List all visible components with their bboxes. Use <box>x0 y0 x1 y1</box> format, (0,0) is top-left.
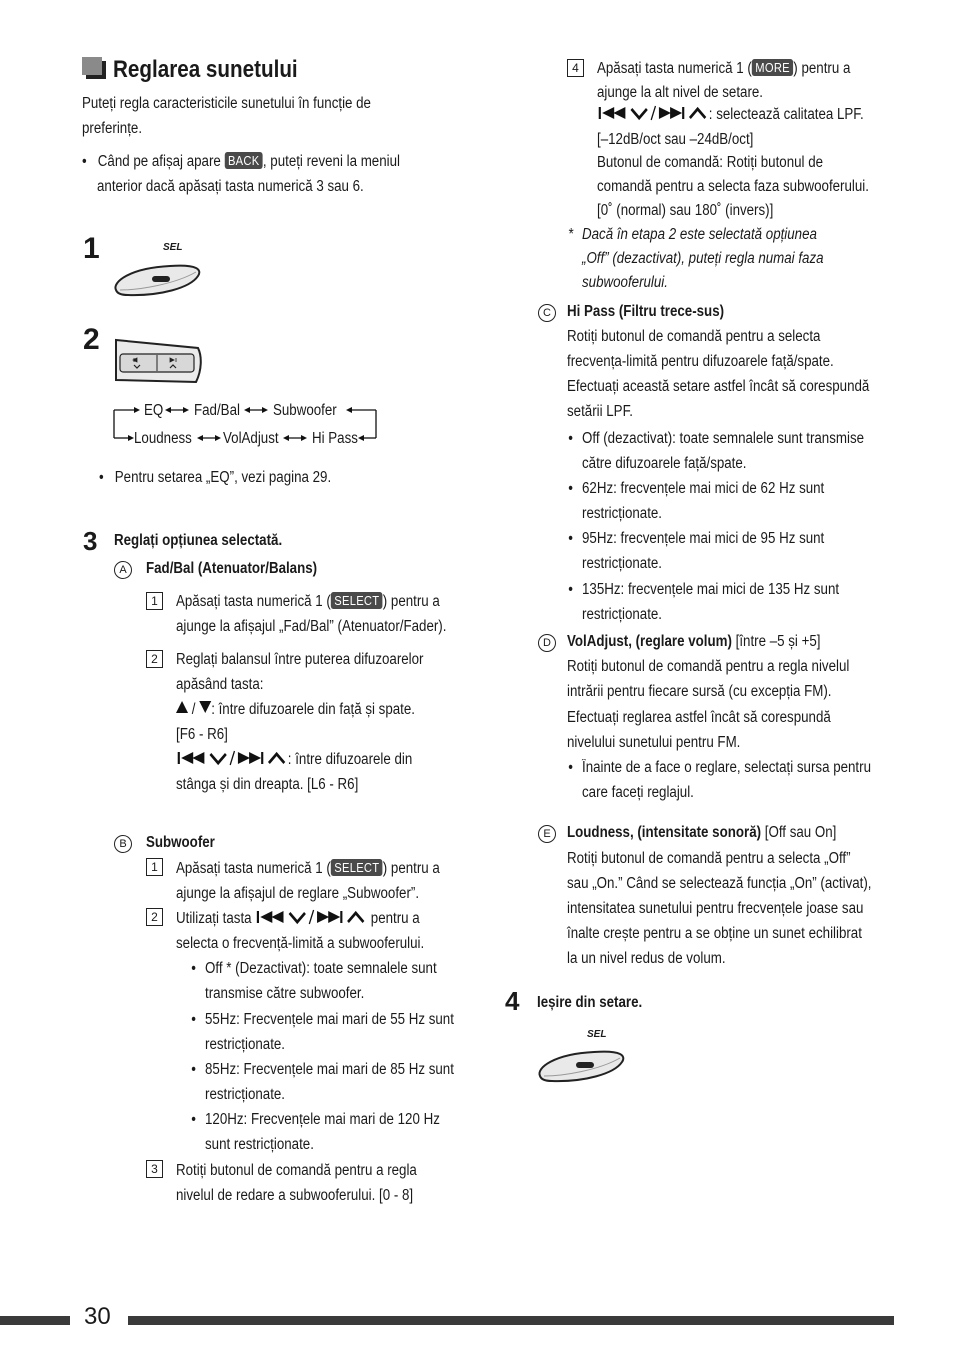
b-bullet-2: • 55Hz: Frecvențele mai mari de 55 Hz sunt <box>205 1007 454 1032</box>
intro-line-1: Puteți regla caracteristicile sunetului în funcție de <box>82 95 371 112</box>
d-range: [între –5 și +5] <box>731 633 821 650</box>
a-item-2-line-4: [F6 - R6] <box>176 726 228 743</box>
sel-button-icon[interactable] <box>110 260 205 300</box>
b-item-4-line-7: [0˚ (normal) sau 180˚ (invers)] <box>597 202 774 219</box>
cycle-eq: EQ <box>144 402 164 419</box>
e-title: Loudness, (intensitate sonoră) <box>567 824 762 841</box>
b-item-2-number: 2 <box>146 908 163 926</box>
a-item-1-pre: Apăsați tasta numerică 1 ( <box>176 593 331 610</box>
sel-button-icon[interactable] <box>534 1046 629 1086</box>
b-item-4 <box>597 56 850 81</box>
marker-c: C <box>538 304 556 322</box>
cycle-subwoofer: Subwoofer <box>273 402 337 419</box>
section-square-icon <box>82 57 106 79</box>
d-line-2: intrării pentru fiecare sursă (cu excepția FM). <box>567 683 832 700</box>
a-item-2-l5-text: : între difuzoarele din <box>287 751 413 768</box>
back-note-pre: Când pe afișaj apare <box>97 153 221 170</box>
note-line-3: subwooferului. <box>582 274 668 291</box>
e-line-3: intensitatea sunetului pentru frecvențele joase sau <box>567 900 864 917</box>
d-title: VolAdjust, (reglare volum) <box>567 633 732 650</box>
b-item-1-post: ) pentru a <box>382 860 440 877</box>
skip-keys-icon <box>176 750 288 766</box>
b-item-2 <box>176 906 420 931</box>
a-item-1-line-2: ajunge la afișajul „Fad/Bal” (Atenuator/Fader). <box>176 618 447 635</box>
note-star: * <box>568 226 574 243</box>
a-item-2-l3-text: : între difuzoarele din față și spate. <box>211 701 415 718</box>
b-item-4-pre: Apăsați tasta numerică 1 ( <box>597 60 752 77</box>
b-item-1 <box>176 856 440 881</box>
c-bullet-3: • 95Hz: frecvențele mai mici de 95 Hz sunt <box>582 526 824 551</box>
a-item-1-post: ) pentru a <box>382 593 440 610</box>
step-1-number: 1 <box>83 232 100 265</box>
b-title: Subwoofer <box>146 834 215 851</box>
marker-b: B <box>114 835 132 853</box>
up-triangle-icon <box>176 701 188 713</box>
c-line-3: Efectuați această setare astfel încât să corespundă <box>567 378 870 395</box>
back-note-post: , puteți reveni la meniul <box>262 153 400 170</box>
skip-keys-icon <box>597 105 709 121</box>
a-item-2-line-1: Reglați balansul între puterea difuzoarelor <box>176 651 424 668</box>
select-chip: SELECT <box>331 859 383 876</box>
c-bullet-3-line-2: restricționate. <box>582 555 663 572</box>
c-bullet-4: • 135Hz: frecvențele mai mici de 135 Hz sunt <box>582 577 839 602</box>
b-item-1-line-2: ajunge la afișajul de reglare „Subwoofer”. <box>176 885 420 902</box>
a-item-2-line-3: / : între difuzoarele din față și spate. <box>176 697 415 722</box>
eq-note-text: Pentru setarea „EQ”, vezi pagina 29. <box>114 469 332 486</box>
c-line-4: setării LPF. <box>567 403 633 420</box>
b-bullet-4: • 120Hz: Frecvențele mai mari de 120 Hz <box>205 1107 440 1132</box>
b-item-4-line-3 <box>597 102 864 127</box>
skip-buttons-icon[interactable] <box>110 336 205 386</box>
c-bullet-1: • Off (dezactivat): toate semnalele sunt transmise <box>582 426 864 451</box>
a-item-2-line-5 <box>176 747 412 772</box>
back-note-line-2: anterior dacă apăsați tasta numerică 3 sau 6. <box>97 178 364 195</box>
back-note: • Când pe afișaj apare BACK , puteți reveni la meniul <box>82 153 400 170</box>
c-bullet-4-line-2: restricționate. <box>582 606 663 623</box>
e-line-1: Rotiți butonul de comandă pentru a selecta „Off” <box>567 850 851 867</box>
b-bullet-3-line-2: restricționate. <box>205 1086 286 1103</box>
b-item-4-line-2: ajunge la alt nivel de setare. <box>597 84 764 101</box>
e-line-5: la un nivel redus de volum. <box>567 950 726 967</box>
step-3-title: Reglați opțiunea selectată. <box>114 532 283 549</box>
back-display-chip: BACK <box>225 152 263 169</box>
b-bullet-4-line-2: sunt restricționate. <box>205 1136 314 1153</box>
b-bullet-3: • 85Hz: Frecvențele mai mari de 85 Hz sunt <box>205 1057 454 1082</box>
footer-bar-left <box>0 1316 70 1325</box>
c-line-2: frecvența-limită pentru difuzoarele față/spate. <box>567 353 834 370</box>
cycle-voladjust: VolAdjust <box>223 430 279 447</box>
b-item-2-post: pentru a <box>370 910 420 927</box>
step-4-number: 4 <box>505 986 520 1016</box>
e-line-4: înalte crește pentru a se obține un sunet echilibrat <box>567 925 862 942</box>
sel-label: SEL <box>163 242 183 253</box>
footer-bar-right <box>128 1316 894 1325</box>
c-bullet-2: • 62Hz: frecvențele mai mici de 62 Hz sunt <box>582 476 824 501</box>
c-line-1: Rotiți butonul de comandă pentru a selecta <box>567 328 821 345</box>
note-line-1: Dacă în etapa 2 este selectată opțiunea <box>582 226 817 243</box>
eq-note: • Pentru setarea „EQ”, vezi pagina 29. <box>99 469 332 486</box>
b-item-2-pre: Utilizați tasta <box>176 910 252 927</box>
b-item-4-line-5: Butonul de comandă: Rotiți butonul de <box>597 154 824 171</box>
b-item-4-l3-text: : selectează calitatea LPF. <box>708 106 864 123</box>
b-item-1-number: 1 <box>146 858 163 876</box>
c-title: Hi Pass (Filtru trece-sus) <box>567 303 725 320</box>
b-item-2-line-2: selecta o frecvență-limită a subwooferului. <box>176 935 425 952</box>
a-item-1-number: 1 <box>146 592 163 610</box>
b-item-4-line-4: [–12dB/oct sau –24dB/oct] <box>597 131 754 148</box>
d-line-1: Rotiți butonul de comandă pentru a regla nivelul <box>567 658 850 675</box>
marker-a: A <box>114 561 132 579</box>
b-bullet-2-line-2: restricționate. <box>205 1036 286 1053</box>
b-item-3-line-1: Rotiți butonul de comandă pentru a regla <box>176 1162 417 1179</box>
d-bullet: • Înainte de a face o reglare, selectați sursa pentru <box>582 755 871 780</box>
sel-label: SEL <box>587 1029 607 1040</box>
cycle-fadbal: Fad/Bal <box>194 402 240 419</box>
e-title-line <box>567 820 836 845</box>
step-3-number: 3 <box>83 526 98 556</box>
a-item-2-line-2: apăsând tasta: <box>176 676 264 693</box>
d-title-line <box>567 629 820 654</box>
e-range: [Off sau On] <box>761 824 837 841</box>
b-item-1-pre: Apăsați tasta numerică 1 ( <box>176 860 331 877</box>
step-2-number: 2 <box>83 323 100 356</box>
down-triangle-icon <box>199 701 211 713</box>
section-title: Reglarea sunetului <box>113 56 298 83</box>
b-item-3-number: 3 <box>146 1160 163 1178</box>
d-line-4: nivelului sunetului pentru FM. <box>567 734 741 751</box>
marker-d: D <box>538 634 556 652</box>
e-line-2: sau „On.” Când se selectează funcția „On” (activat), <box>567 875 872 892</box>
a-item-1 <box>176 589 440 614</box>
step-4-title: Ieșire din setare. <box>537 994 643 1011</box>
a-item-2-number: 2 <box>146 650 163 668</box>
b-item-4-post: ) pentru a <box>793 60 851 77</box>
note-line-2: „Off” (dezactivat), puteți regla numai faza <box>582 250 824 267</box>
cycle-loudness: Loudness <box>134 430 192 447</box>
b-bullet-1: • Off * (Dezactivat): toate semnalele sunt <box>205 956 437 981</box>
d-line-3: Efectuați reglarea astfel încât să corespundă <box>567 709 831 726</box>
more-chip: MORE <box>752 59 793 76</box>
b-bullet-1-line-2: transmise către subwoofer. <box>205 985 365 1002</box>
c-bullet-1-line-2: către difuzoarele față/spate. <box>582 455 747 472</box>
c-bullet-2-line-2: restricționate. <box>582 505 663 522</box>
d-bullet-line-2: care faceți reglajul. <box>582 784 694 801</box>
marker-e: E <box>538 825 556 843</box>
skip-keys-icon <box>255 909 367 925</box>
select-chip: SELECT <box>331 592 383 609</box>
page-number: 30 <box>84 1303 111 1330</box>
intro-line-2: preferințe. <box>82 120 143 137</box>
cycle-hipass: Hi Pass <box>312 430 358 447</box>
b-item-4-number: 4 <box>567 59 584 77</box>
b-item-3-line-2: nivelul de redare a subwooferului. [0 - 8] <box>176 1187 414 1204</box>
a-title: Fad/Bal (Atenuator/Balans) <box>146 560 318 577</box>
b-item-4-line-6: comandă pentru a selecta faza subwooferului. <box>597 178 869 195</box>
a-item-2-line-6: stânga și din dreapta. [L6 - R6] <box>176 776 359 793</box>
